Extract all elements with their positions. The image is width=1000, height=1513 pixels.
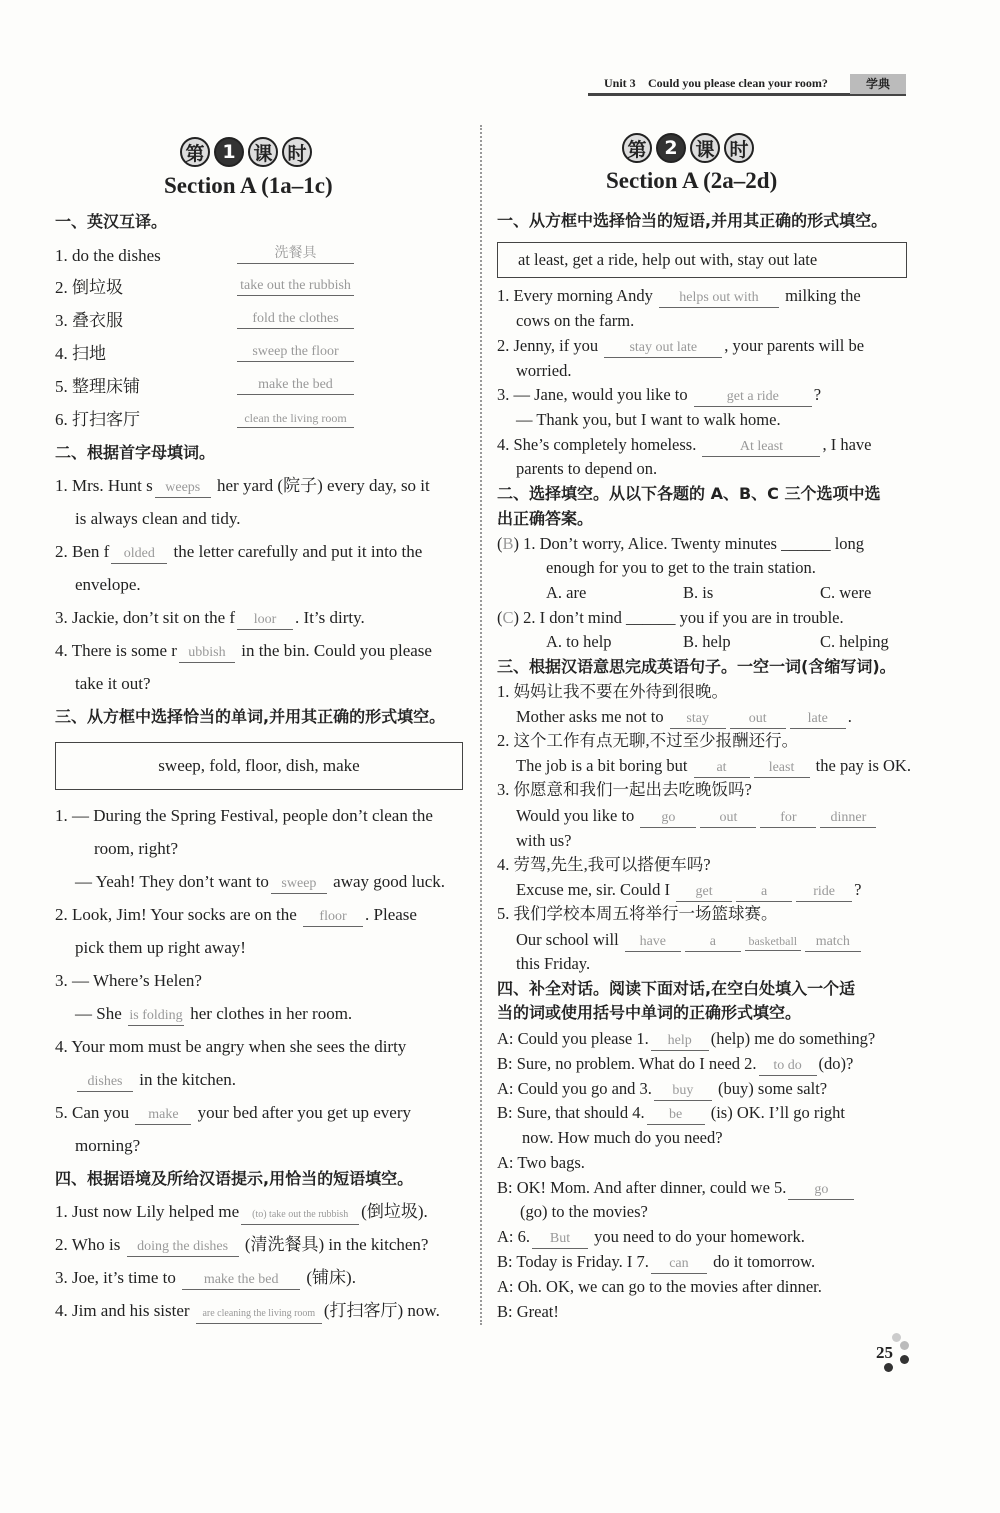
answer: have bbox=[625, 933, 681, 952]
list-item bbox=[55, 343, 339, 365]
list-item bbox=[516, 879, 861, 902]
running-header bbox=[588, 74, 906, 96]
dialog-line bbox=[497, 1053, 853, 1076]
answer: olded bbox=[111, 545, 167, 564]
chinese-prompt: 4. 劳驾,先生,我可以搭便车吗? bbox=[497, 855, 711, 874]
text: A: 6. bbox=[497, 1227, 530, 1246]
brand-logo: 学典 bbox=[850, 74, 906, 94]
option: A. are bbox=[546, 583, 587, 602]
text: do it tomorrow. bbox=[713, 1252, 816, 1271]
text-line: envelope. bbox=[75, 575, 141, 594]
text-line: pick them up right away! bbox=[75, 938, 246, 957]
dialog-line bbox=[497, 1226, 805, 1249]
chinese-prompt: 5. 我们学校本周五将举行一场篮球赛。 bbox=[497, 904, 778, 923]
text: The job is a bit boring but bbox=[516, 756, 688, 775]
answer: fold the clothes bbox=[237, 310, 354, 329]
text-line: enough for you to get to the train station. bbox=[546, 558, 816, 577]
list-item bbox=[55, 376, 333, 398]
list-item bbox=[75, 1069, 236, 1092]
text: . It’s dirty. bbox=[295, 608, 365, 627]
badge-char: 第 bbox=[622, 133, 652, 163]
text: A: Could you please 1. bbox=[497, 1029, 649, 1048]
text: Mother asks me not to bbox=[516, 707, 664, 726]
answer: get bbox=[676, 883, 732, 902]
text: — Yeah! They don’t want to bbox=[75, 872, 269, 891]
answer: buy bbox=[654, 1082, 712, 1101]
text: 1. Just now Lily helped me bbox=[55, 1202, 240, 1221]
answer: ride bbox=[796, 883, 852, 902]
text-line: worried. bbox=[516, 361, 572, 380]
text: Excuse me, sir. Could I bbox=[516, 880, 670, 899]
unit-title: Could you please clean your room? bbox=[648, 76, 828, 90]
badge-char: 课 bbox=[690, 133, 720, 163]
text: (铺床). bbox=[306, 1268, 356, 1287]
hexagon-decoration-icon bbox=[880, 1333, 910, 1373]
text: (help) me do something? bbox=[710, 1029, 876, 1048]
chinese-prompt: 3. 你愿意和我们一起出去吃晚饭吗? bbox=[497, 780, 752, 799]
badge-number: 1 bbox=[214, 137, 244, 167]
column-divider bbox=[480, 125, 482, 1325]
answer: clean the living room bbox=[237, 409, 354, 428]
answer: make the bed bbox=[237, 376, 354, 395]
text-line: morning? bbox=[75, 1136, 141, 1155]
text: in the bin. Could you please bbox=[241, 641, 432, 660]
list-item bbox=[516, 706, 852, 729]
question: 3. 叠衣服 bbox=[55, 311, 123, 330]
part-heading: 四、补全对话。阅读下面对话,在空白处填入一个适 bbox=[497, 979, 856, 998]
text: (清洗餐具) in the kitchen? bbox=[244, 1235, 429, 1254]
list-item bbox=[497, 335, 864, 358]
text: 3. — Jane, would you like to bbox=[497, 385, 688, 404]
answer: out bbox=[730, 710, 786, 729]
text: 4. Jim and his sister bbox=[55, 1301, 190, 1320]
list-item bbox=[497, 384, 821, 407]
list-item bbox=[55, 607, 365, 630]
answer: dinner bbox=[820, 809, 876, 828]
answer: ubbish bbox=[179, 644, 235, 663]
answer: get a ride bbox=[694, 388, 812, 407]
badge-char: 课 bbox=[248, 137, 278, 167]
text: Our school will bbox=[516, 930, 619, 949]
lesson-badge bbox=[180, 137, 312, 167]
text-line: cows on the farm. bbox=[516, 311, 635, 330]
text: ? bbox=[854, 880, 862, 899]
option: A. to help bbox=[546, 632, 612, 651]
text: A: Could you go and 3. bbox=[497, 1079, 652, 1098]
answer: out bbox=[700, 809, 756, 828]
text: the pay is OK. bbox=[815, 756, 911, 775]
text: (is) OK. I’ll go right bbox=[710, 1103, 845, 1122]
section-title: Section A (2a–2d) bbox=[606, 168, 778, 193]
list-item bbox=[497, 434, 872, 457]
chinese-prompt: 1. 妈妈让我不要在外待到很晚。 bbox=[497, 682, 728, 701]
text: , I have bbox=[822, 435, 872, 454]
answer: helps out with bbox=[659, 289, 779, 308]
text: B: OK! Mom. And after dinner, could we 5. bbox=[497, 1178, 787, 1197]
text: ? bbox=[813, 385, 822, 404]
answer: take out the rubbish bbox=[237, 277, 354, 296]
text-line: take it out? bbox=[75, 674, 151, 693]
text: her yard (院子) every day, so it bbox=[217, 476, 430, 495]
text: 4. There is some r bbox=[55, 641, 177, 660]
text: (倒垃圾). bbox=[361, 1202, 428, 1221]
text-line: is always clean and tidy. bbox=[75, 509, 241, 528]
question: 1. do the dishes bbox=[55, 246, 161, 265]
list-item bbox=[55, 409, 347, 431]
answer: floor bbox=[303, 908, 363, 927]
list-item bbox=[75, 871, 445, 894]
badge-char: 第 bbox=[180, 137, 210, 167]
answer: go bbox=[640, 809, 696, 828]
text: 1. Don’t worry, Alice. Twenty minutes ______ long bbox=[523, 534, 865, 553]
list-item bbox=[55, 1267, 356, 1290]
part-heading-cont: 出正确答案。 bbox=[497, 509, 594, 528]
dialog-line: now. How much do you need? bbox=[522, 1128, 723, 1147]
text: (do)? bbox=[818, 1054, 854, 1073]
dialog-line bbox=[497, 1177, 856, 1200]
list-item bbox=[516, 929, 863, 952]
answer: doing the dishes bbox=[127, 1238, 239, 1257]
text: in the kitchen. bbox=[139, 1070, 237, 1089]
answer: help bbox=[651, 1032, 709, 1051]
answer: 洗餐具 bbox=[237, 245, 354, 264]
text: Would you like to bbox=[516, 806, 635, 825]
list-item bbox=[55, 1300, 440, 1324]
answer: make bbox=[135, 1106, 191, 1125]
part-heading: 三、根据汉语意思完成英语句子。一空一词(含缩写词)。 bbox=[497, 657, 896, 676]
list-item bbox=[516, 755, 911, 778]
text: 1. Every morning Andy bbox=[497, 286, 653, 305]
list-item bbox=[497, 285, 861, 308]
list-item bbox=[75, 1003, 352, 1026]
list-item bbox=[55, 245, 317, 267]
list-item bbox=[55, 640, 432, 663]
text-line: this Friday. bbox=[516, 954, 591, 973]
part-heading: 二、选择填空。从以下各题的 A、B、C 三个选项中选 bbox=[497, 484, 881, 503]
dialog-line bbox=[497, 1102, 845, 1125]
text-line: 3. — Where’s Helen? bbox=[55, 971, 202, 990]
text: the letter carefully and put it into the bbox=[173, 542, 423, 561]
text-line: 4. Your mom must be angry when she sees the dirty bbox=[55, 1037, 407, 1056]
text-line: with us? bbox=[516, 831, 572, 850]
answer: dishes bbox=[77, 1073, 133, 1092]
page-number: 25 bbox=[876, 1343, 893, 1362]
text: your bed after you get up every bbox=[197, 1103, 412, 1122]
unit-label: Unit 3 bbox=[604, 76, 636, 90]
answer: is folding bbox=[128, 1007, 184, 1026]
text: 3. Jackie, don’t sit on the f bbox=[55, 608, 236, 627]
dialog-line bbox=[497, 1078, 827, 1101]
options bbox=[546, 631, 889, 653]
list-item bbox=[55, 1102, 411, 1125]
text-line: room, right? bbox=[94, 839, 179, 858]
answer: least bbox=[754, 759, 810, 778]
answer: match bbox=[805, 933, 861, 952]
answer: stay bbox=[670, 710, 726, 729]
answer: stay out late bbox=[604, 339, 722, 358]
question: 4. 扫地 bbox=[55, 344, 106, 363]
option: C. were bbox=[820, 583, 872, 602]
text: 4. She’s completely homeless. bbox=[497, 435, 697, 454]
list-item bbox=[55, 1234, 428, 1257]
text: B: Sure, no problem. What do I need 2. bbox=[497, 1054, 757, 1073]
dialog-line: A: Oh. OK, we can go to the movies after dinner. bbox=[497, 1277, 822, 1296]
list-item bbox=[55, 277, 351, 299]
dialog-line: (go) to the movies? bbox=[520, 1202, 648, 1221]
section-title: Section A (1a–1c) bbox=[164, 173, 333, 198]
text: B: Sure, that should 4. bbox=[497, 1103, 645, 1122]
answer: at bbox=[694, 759, 750, 778]
answer: for bbox=[760, 809, 816, 828]
answer: At least bbox=[702, 438, 820, 457]
text: . bbox=[847, 707, 852, 726]
list-item bbox=[55, 310, 339, 332]
part-heading: 一、英汉互译。 bbox=[55, 212, 168, 231]
question: 6. 打扫客厅 bbox=[55, 410, 140, 429]
answer: loor bbox=[237, 611, 293, 630]
text: (打扫客厅) now. bbox=[323, 1301, 440, 1320]
text: 2. I don’t mind ______ you if you are in trouble. bbox=[523, 608, 844, 627]
option: B. help bbox=[683, 632, 731, 651]
list-item bbox=[55, 475, 430, 498]
answer: a bbox=[736, 883, 792, 902]
text: 2. Look, Jim! Your socks are on the bbox=[55, 905, 297, 924]
answer: to do bbox=[759, 1057, 817, 1076]
badge-char: 时 bbox=[724, 133, 754, 163]
answer: late bbox=[790, 710, 846, 729]
text: 5. Can you bbox=[55, 1103, 130, 1122]
text-line: — Thank you, but I want to walk home. bbox=[516, 410, 781, 429]
part-heading: 四、根据语境及所给汉语提示,用恰当的短语填空。 bbox=[55, 1169, 414, 1188]
text: 3. Joe, it’s time to bbox=[55, 1268, 176, 1287]
text: B: Today is Friday. I 7. bbox=[497, 1252, 649, 1271]
answer: make the bed bbox=[182, 1271, 300, 1290]
answer: weeps bbox=[155, 479, 211, 498]
question-item: (C) 2. I don’t mind ______ you if you are in trouble. bbox=[497, 608, 844, 627]
list-item bbox=[55, 1201, 428, 1225]
badge-number: 2 bbox=[656, 133, 686, 163]
part-heading: 二、根据首字母填词。 bbox=[55, 443, 216, 462]
option: B. is bbox=[683, 583, 714, 602]
choice-answer: B bbox=[502, 534, 514, 553]
text: away good luck. bbox=[333, 872, 446, 891]
answer: go bbox=[788, 1181, 854, 1200]
text: 1. Mrs. Hunt s bbox=[55, 476, 153, 495]
option: C. helping bbox=[820, 632, 889, 651]
text: 2. Ben f bbox=[55, 542, 110, 561]
answer: a bbox=[685, 933, 741, 952]
word-box: sweep, fold, floor, dish, make bbox=[55, 742, 463, 790]
question: 2. 倒垃圾 bbox=[55, 278, 123, 297]
answer: sweep bbox=[271, 875, 327, 894]
list-item bbox=[55, 904, 417, 927]
dialog-line bbox=[497, 1028, 875, 1051]
answer: (to) take out the rubbish bbox=[241, 1206, 359, 1225]
text-line: parents to depend on. bbox=[516, 459, 658, 478]
answer: sweep the floor bbox=[237, 343, 354, 362]
chinese-prompt: 2. 这个工作有点无聊,不过至少报酬还行。 bbox=[497, 731, 799, 750]
text: 2. Who is bbox=[55, 1235, 121, 1254]
dialog-line: B: Great! bbox=[497, 1302, 559, 1321]
text: , your parents will be bbox=[724, 336, 865, 355]
phrase-box: at least, get a ride, help out with, stay out late bbox=[497, 242, 907, 278]
options bbox=[546, 582, 871, 604]
answer: be bbox=[647, 1106, 705, 1125]
part-heading-cont: 当的词或使用括号中单词的正确形式填空。 bbox=[497, 1003, 802, 1022]
answer: can bbox=[651, 1255, 707, 1274]
dialog-line bbox=[497, 1251, 815, 1274]
question: 5. 整理床铺 bbox=[55, 377, 140, 396]
list-item bbox=[516, 805, 878, 828]
choice-answer: C bbox=[502, 608, 514, 627]
answer: basketball bbox=[745, 932, 801, 951]
answer: But bbox=[532, 1230, 588, 1249]
text: 2. Jenny, if you bbox=[497, 336, 599, 355]
text: milking the bbox=[785, 286, 861, 305]
answer: are cleaning the living room bbox=[196, 1305, 322, 1324]
text: — She bbox=[75, 1004, 122, 1023]
lesson-badge bbox=[622, 133, 754, 163]
part-heading: 三、从方框中选择恰当的单词,并用其正确的形式填空。 bbox=[55, 707, 446, 726]
text: you need to do your homework. bbox=[594, 1227, 805, 1246]
text: . Please bbox=[365, 905, 417, 924]
part-heading: 一、从方框中选择恰当的短语,并用其正确的形式填空。 bbox=[497, 211, 888, 230]
list-item bbox=[55, 541, 422, 564]
dialog-line: A: Two bags. bbox=[497, 1153, 585, 1172]
text: (buy) some salt? bbox=[718, 1079, 828, 1098]
text: her clothes in her room. bbox=[190, 1004, 353, 1023]
text-line: 1. — During the Spring Festival, people don’t clean the bbox=[55, 806, 433, 825]
badge-char: 时 bbox=[282, 137, 312, 167]
question-item: (B) 1. Don’t worry, Alice. Twenty minutes ______ long bbox=[497, 534, 865, 553]
